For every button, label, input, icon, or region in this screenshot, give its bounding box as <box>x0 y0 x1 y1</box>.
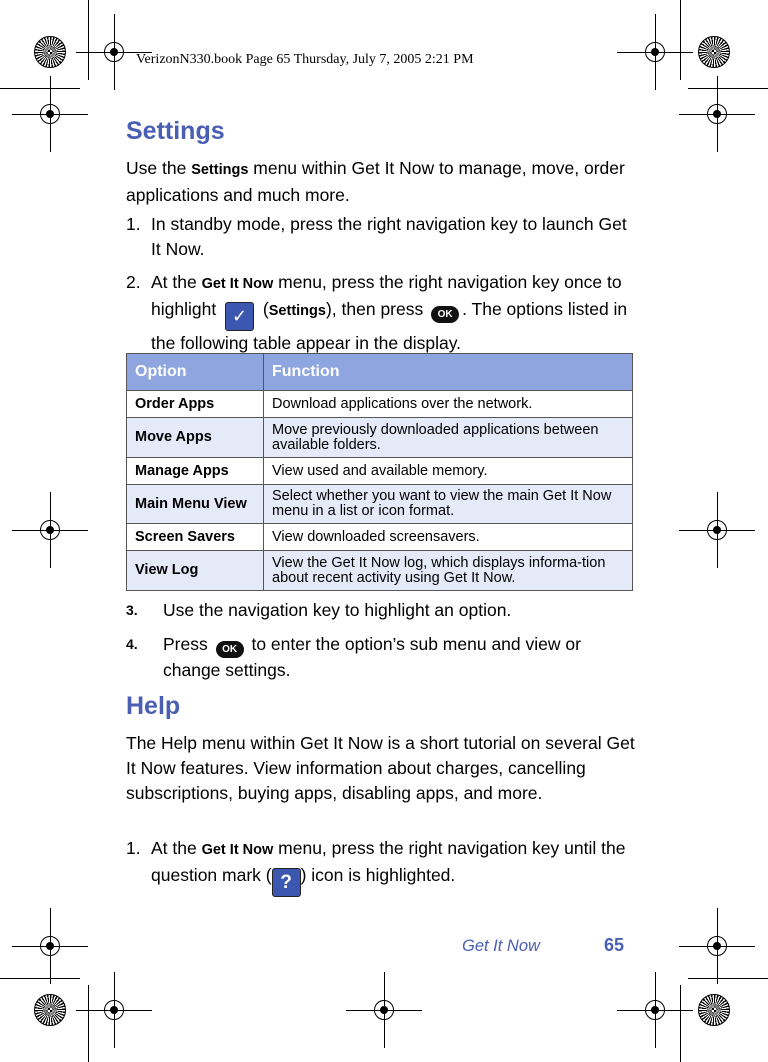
settings-step-3: 3. Use the navigation key to highlight an option. <box>126 600 512 620</box>
option-cell: Move Apps <box>127 418 264 458</box>
trim-mark <box>688 978 768 979</box>
help-heading: Help <box>126 692 181 720</box>
settings-intro: Use the Settings menu within Get It Now to manage, move, order applications and much more. <box>126 158 625 205</box>
question-icon: ? <box>272 868 301 897</box>
check-icon: ✓ <box>225 302 254 331</box>
option-cell: Main Menu View <box>127 485 264 524</box>
trim-mark <box>680 0 681 80</box>
ok-key-icon: OK <box>216 641 244 658</box>
header-option: Option <box>127 354 264 391</box>
function-cell: Move previously downloaded applications between available folders. <box>264 418 633 458</box>
trim-mark <box>0 978 80 979</box>
help-step-1: 1. At the Get It Now menu, press the right navigation key until the question mark ( ? ) icon is highlighted. <box>126 836 631 897</box>
registration-star-icon <box>34 994 66 1026</box>
trim-mark <box>680 985 681 1062</box>
registration-star-icon <box>698 994 730 1026</box>
trim-mark <box>88 0 89 80</box>
option-cell: Screen Savers <box>127 524 264 551</box>
table-row <box>127 418 633 458</box>
settings-step-4: 4. Press OK to enter the option’s sub menu and view or change settings. <box>126 634 581 680</box>
table-row <box>127 551 633 591</box>
settings-heading: Settings <box>126 117 225 145</box>
table-row <box>127 391 633 418</box>
option-cell: View Log <box>127 551 264 591</box>
option-cell: Order Apps <box>127 391 264 418</box>
option-cell: Manage Apps <box>127 458 264 485</box>
trim-mark <box>0 88 80 89</box>
registration-star-icon <box>698 36 730 68</box>
options-table <box>126 353 633 591</box>
registration-star-icon <box>34 36 66 68</box>
table-row <box>127 458 633 485</box>
function-cell: View used and available memory. <box>264 458 633 485</box>
trim-mark <box>88 985 89 1062</box>
table-row <box>127 524 633 551</box>
help-intro: The Help menu within Get It Now is a short tutorial on several Get It Now features. View information about charges, cancelling subscriptions, buying apps, disabling apps, and more. <box>126 733 635 803</box>
settings-step-2: 2. At the Get It Now menu, press the right navigation key once to highlight ✓ (Settings), then press OK . The options listed in the following table appear in the display. <box>126 272 628 353</box>
function-cell: View the Get It Now log, which displays informa-tion about recent activity using Get It Now. <box>264 551 633 591</box>
function-cell: Select whether you want to view the main Get It Now menu in a list or icon format. <box>264 485 633 524</box>
ok-key-icon: OK <box>431 306 459 323</box>
function-cell: Download applications over the network. <box>264 391 633 418</box>
header-function: Function <box>264 354 633 391</box>
trim-mark <box>688 88 768 89</box>
function-cell: View downloaded screensavers. <box>264 524 633 551</box>
print-header: VerizonN330.book Page 65 Thursday, July 7, 2005 2:21 PM <box>136 52 474 67</box>
settings-step-1: 1. In standby mode, press the right navigation key to launch Get It Now. <box>126 214 627 259</box>
page-number: 65 <box>604 935 625 955</box>
table-header-row <box>127 354 633 391</box>
footer-section-name: Get It Now <box>462 937 540 955</box>
table-row <box>127 485 633 524</box>
